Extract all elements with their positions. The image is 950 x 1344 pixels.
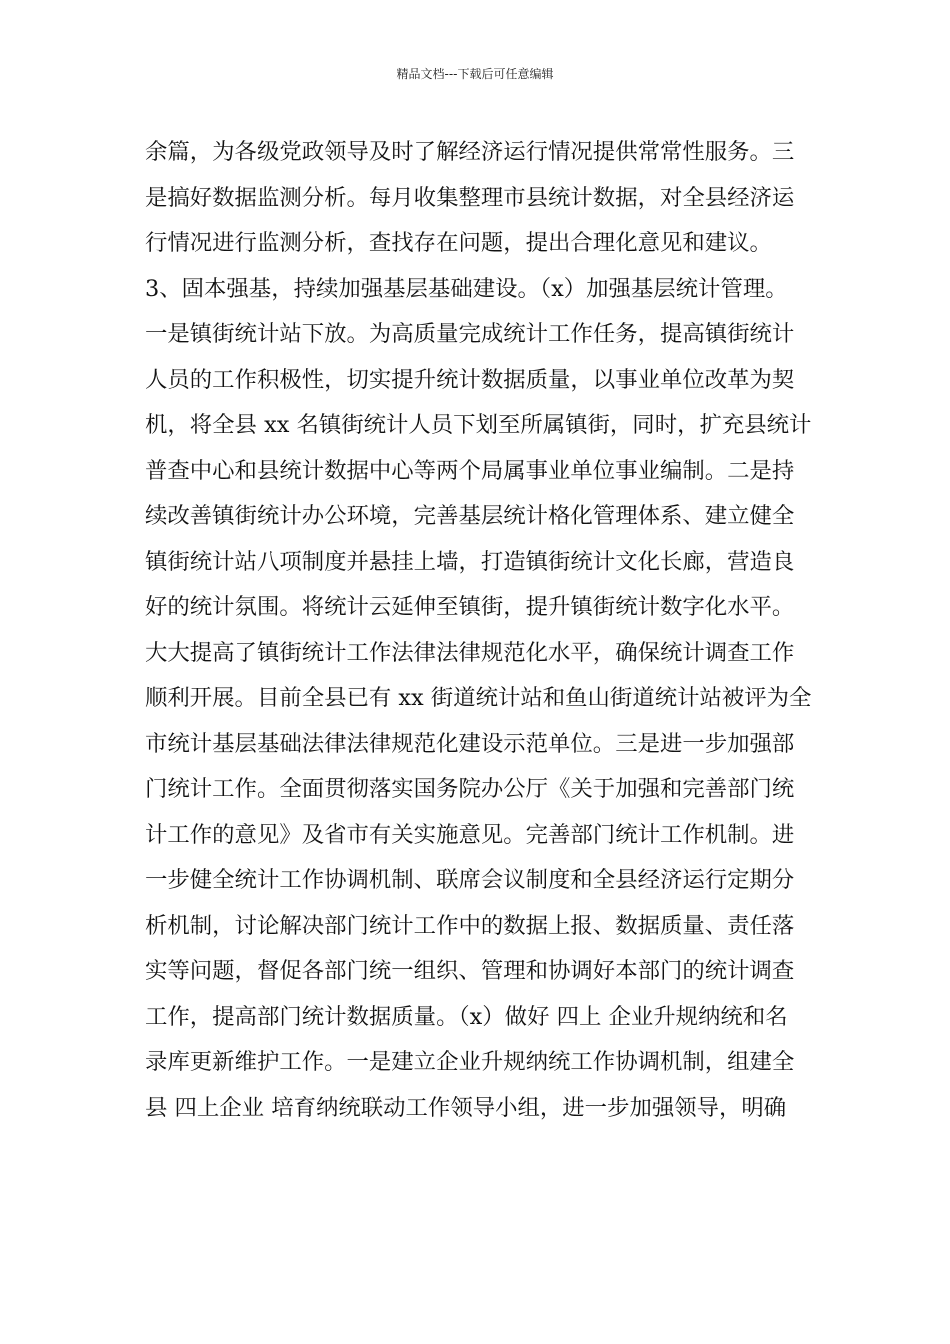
text-line: 县 四上企业 培育纳统联动工作领导小组，进一步加强领导，明确 [145,1094,787,1121]
text-line: 一步健全统计工作协调机制、联席会议制度和全县经济运行定期分 [145,867,795,893]
text-line: 镇街统计站八项制度并悬挂上墙，打造镇街统计文化长廊，营造良 [145,548,795,575]
text-line: 机，将全县 xx 名镇街统计人员下划至所属镇街，同时，扩充县统计 [145,412,812,438]
text-line: 门统计工作。全面贯彻落实国务院办公厅《关于加强和完善部门统 [145,776,795,802]
text-line: 余篇，为各级党政领导及时了解经济运行情况提供常常性服务。三 [145,139,795,165]
text-line: 实等问题，督促各部门统一组织、管理和协调好本部门的统计调查 [145,958,795,984]
text-line: 续改善镇街统计办公环境，完善基层统计格化管理体系、建立健全 [145,503,795,529]
text-line: 3、固本强基，持续加强基层基础建设。（x）加强基层统计管理。 [145,275,788,302]
text-line: 普查中心和县统计数据中心等两个局属事业单位事业编制。二是持 [145,457,795,484]
text-line: 析机制，讨论解决部门统计工作中的数据上报、数据质量、责任落 [145,912,795,939]
text-line: 市统计基层基础法律法律规范化建设示范单位。三是进一步加强部 [145,730,795,757]
text-line: 大大提高了镇街统计工作法律法律规范化水平，确保统计调查工作 [145,639,795,666]
text-line: 顺利开展。目前全县已有 xx 街道统计站和鱼山街道统计站被评为全 [145,685,812,711]
text-line: 是搞好数据监测分析。每月收集整理市县统计数据，对全县经济运 [145,184,795,211]
text-line: 计工作的意见》及省市有关实施意见。完善部门统计工作机制。进 [145,821,795,848]
document-body [145,130,812,1131]
text-line: 一是镇街统计站下放。为高质量完成统计工作任务，提高镇街统计 [145,321,795,347]
text-line: 录库更新维护工作。一是建立企业升规纳统工作协调机制，组建全 [145,1049,795,1075]
text-line: 好的统计氛围。将统计云延伸至镇街，提升镇街统计数字化水平。 [145,594,795,620]
text-line: 人员的工作积极性，切实提升统计数据质量，以事业单位改革为契 [145,366,795,393]
page-header: 精品文档---下载后可任意编辑 [396,67,554,81]
text-line: 行情况进行监测分析，查找存在问题，提出合理化意见和建议。 [145,230,772,256]
text-line: 工作，提高部门统计数据质量。（x）做好 四上 企业升规纳统和名 [145,1003,788,1030]
